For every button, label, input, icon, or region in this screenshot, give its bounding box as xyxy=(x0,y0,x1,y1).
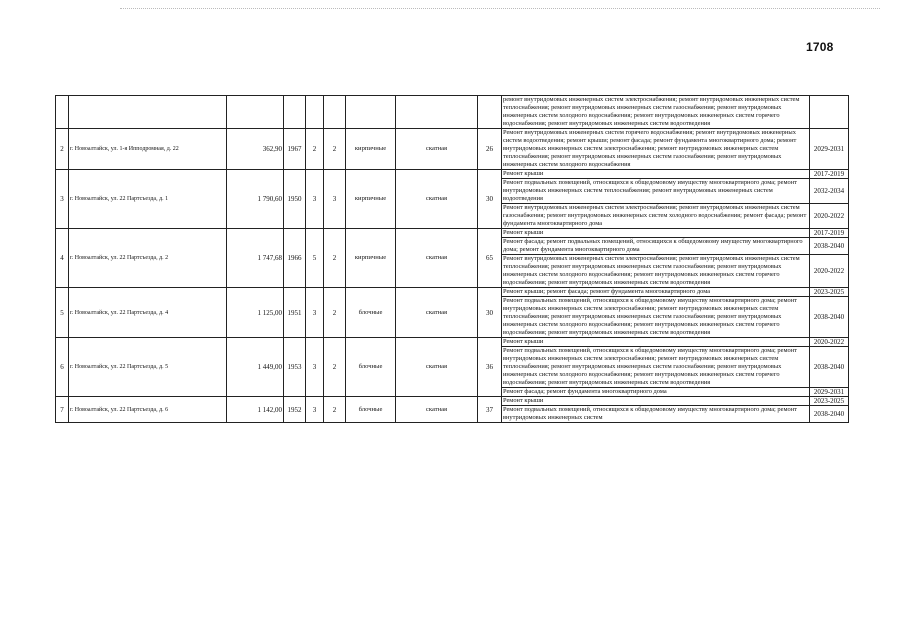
entrances-cell: 2 xyxy=(324,397,346,423)
address-cell: г. Новоалтайск, ул. 22 Партсъезда, д. 5 xyxy=(69,338,227,397)
address-cell: г. Новоалтайск, ул. 22 Партсъезда, д. 2 xyxy=(69,229,227,288)
walls-material-cell: кирпичные xyxy=(346,170,396,229)
walls-material-cell: кирпичные xyxy=(346,229,396,288)
work-period-cell: 2020-2022 xyxy=(810,204,849,229)
row-number-cell: 3 xyxy=(56,170,69,229)
roof-type-cell: скатная xyxy=(396,170,478,229)
year-cell: 1950 xyxy=(284,170,306,229)
apartments-cell: 26 xyxy=(478,129,502,170)
entrances-cell: 2 xyxy=(324,288,346,338)
area-cell xyxy=(227,96,284,129)
entrances-cell xyxy=(324,96,346,129)
work-description-cell: Ремонт внутридомовых инженерных систем горячего водоснабжения; ремонт внутридомовых инженерных систем водоотведения; ремонт крыши; ремонт фасада; ремонт фундамента многоквартирного дома; ремонт внутридомовых инженерных систем электроснабжения; ремонт внутридомовых инженерных систем теплоснабжения; ремонт внутридомовых инженерных систем газоснабжения; ремонт внутридомовых инженерных систем холодного водоснабжения xyxy=(502,129,810,170)
work-period-cell: 2038-2040 xyxy=(810,406,849,423)
roof-type-cell: скатная xyxy=(396,129,478,170)
capital-repair-table xyxy=(55,95,849,423)
work-description-cell: Ремонт подвальных помещений, относящихся к общедомовому имуществу многоквартирного дома; ремонт внутридомовых инженерных систем теплоснабжения; ремонт внутридомовых инженерных систем водоотведения xyxy=(502,179,810,204)
row-number-cell: 2 xyxy=(56,129,69,170)
work-description-cell: Ремонт крыши xyxy=(502,338,810,347)
address-cell xyxy=(69,96,227,129)
work-description-cell: Ремонт крыши xyxy=(502,229,810,238)
work-description-cell: Ремонт внутридомовых инженерных систем электроснабжения; ремонт внутридомовых инженерных систем газоснабжения; ремонт внутридомовых инженерных систем холодного водоснабжения; ремонт фасада; ремонт фундамента многоквартирного дома xyxy=(502,204,810,229)
scan-artifact-line xyxy=(120,8,880,10)
year-cell: 1951 xyxy=(284,288,306,338)
work-period-cell: 2017-2019 xyxy=(810,229,849,238)
entrances-cell: 3 xyxy=(324,170,346,229)
apartments-cell: 65 xyxy=(478,229,502,288)
table-row xyxy=(56,129,849,170)
floors-cell xyxy=(306,96,324,129)
work-description-cell: Ремонт крыши xyxy=(502,170,810,179)
apartments-cell: 36 xyxy=(478,338,502,397)
work-description-cell: Ремонт фасада; ремонт фундамента многоквартирного дома xyxy=(502,388,810,397)
work-description-cell: ремонт внутридомовых инженерных систем электроснабжения; ремонт внутридомовых инженерных систем теплоснабжения; ремонт внутридомовых инженерных систем газоснабжения; ремонт внутридомовых инженерных систем холодного водоснабжения; ремонт внутридомовых инженерных систем горячего водоснабжения; ремонт внутридомовых инженерных систем водоотведения xyxy=(502,96,810,129)
work-period-cell: 2023-2025 xyxy=(810,288,849,297)
area-cell: 1 449,00 xyxy=(227,338,284,397)
row-number-cell: 5 xyxy=(56,288,69,338)
entrances-cell: 2 xyxy=(324,229,346,288)
walls-material-cell: блочные xyxy=(346,397,396,423)
address-cell: г. Новоалтайск, ул. 1-я Ипподромная, д. 22 xyxy=(69,129,227,170)
apartments-cell: 37 xyxy=(478,397,502,423)
floors-cell: 3 xyxy=(306,338,324,397)
work-period-cell xyxy=(810,96,849,129)
work-period-cell: 2038-2040 xyxy=(810,297,849,338)
work-description-cell: Ремонт фасада; ремонт подвальных помещений, относящихся к общедомовому имуществу многоквартирного дома; ремонт фундамента многоквартирного дома xyxy=(502,238,810,255)
walls-material-cell: блочные xyxy=(346,338,396,397)
work-period-cell: 2023-2025 xyxy=(810,397,849,406)
address-cell: г. Новоалтайск, ул. 22 Партсъезда, д. 6 xyxy=(69,397,227,423)
roof-type-cell: скатная xyxy=(396,397,478,423)
roof-type-cell: скатная xyxy=(396,338,478,397)
apartments-cell: 30 xyxy=(478,288,502,338)
work-period-cell: 2038-2040 xyxy=(810,347,849,388)
apartments-cell: 30 xyxy=(478,170,502,229)
year-cell: 1953 xyxy=(284,338,306,397)
address-cell: г. Новоалтайск, ул. 22 Партсъезда, д. 4 xyxy=(69,288,227,338)
floors-cell: 3 xyxy=(306,397,324,423)
work-description-cell: Ремонт внутридомовых инженерных систем электроснабжения; ремонт внутридомовых инженерных систем теплоснабжения; ремонт внутридомовых инженерных систем газоснабжения; ремонт внутридомовых инженерных систем холодного водоснабжения; ремонт внутридомовых инженерных систем горячего водоснабжения; ремонт внутридомовых инженерных систем водоотведения xyxy=(502,255,810,288)
work-period-cell: 2020-2022 xyxy=(810,255,849,288)
row-number-cell: 6 xyxy=(56,338,69,397)
roof-type-cell xyxy=(396,96,478,129)
work-description-cell: Ремонт подвальных помещений, относящихся к общедомовому имуществу многоквартирного дома; ремонт внутридомовых инженерных систем xyxy=(502,406,810,423)
area-cell: 1 125,00 xyxy=(227,288,284,338)
area-cell: 1 790,60 xyxy=(227,170,284,229)
roof-type-cell: скатная xyxy=(396,288,478,338)
work-period-cell: 2029-2031 xyxy=(810,129,849,170)
roof-type-cell: скатная xyxy=(396,229,478,288)
walls-material-cell: блочные xyxy=(346,288,396,338)
work-period-cell: 2029-2031 xyxy=(810,388,849,397)
work-period-cell: 2020-2022 xyxy=(810,338,849,347)
table-row xyxy=(56,288,849,297)
floors-cell: 2 xyxy=(306,129,324,170)
floors-cell: 3 xyxy=(306,288,324,338)
table-row xyxy=(56,397,849,406)
table-row xyxy=(56,338,849,347)
row-number-cell xyxy=(56,96,69,129)
work-description-cell: Ремонт подвальных помещений, относящихся к общедомовому имуществу многоквартирного дома; ремонт внутридомовых инженерных систем электроснабжения; ремонт внутридомовых инженерных систем теплоснабжения; ремонт внутридомовых инженерных систем газоснабжения; ремонт внутридомовых инженерных систем холодного водоснабжения; ремонт внутридомовых инженерных систем горячего водоснабжения; ремонт внутридомовых инженерных систем водоотведения xyxy=(502,297,810,338)
table-row xyxy=(56,96,849,129)
entrances-cell: 2 xyxy=(324,338,346,397)
address-cell: г. Новоалтайск, ул. 22 Партсъезда, д. 1 xyxy=(69,170,227,229)
apartments-cell xyxy=(478,96,502,129)
year-cell: 1952 xyxy=(284,397,306,423)
work-period-cell: 2032-2034 xyxy=(810,179,849,204)
year-cell: 1966 xyxy=(284,229,306,288)
floors-cell: 5 xyxy=(306,229,324,288)
year-cell xyxy=(284,96,306,129)
area-cell: 1 747,68 xyxy=(227,229,284,288)
work-period-cell: 2038-2040 xyxy=(810,238,849,255)
year-cell: 1967 xyxy=(284,129,306,170)
area-cell: 362,90 xyxy=(227,129,284,170)
walls-material-cell xyxy=(346,96,396,129)
row-number-cell: 4 xyxy=(56,229,69,288)
table-row xyxy=(56,170,849,179)
area-cell: 1 142,00 xyxy=(227,397,284,423)
work-description-cell: Ремонт крыши xyxy=(502,397,810,406)
page-number: 1708 xyxy=(806,40,834,54)
work-description-cell: Ремонт крыши; ремонт фасада; ремонт фундамента многоквартирного дома xyxy=(502,288,810,297)
table-row xyxy=(56,229,849,238)
row-number-cell: 7 xyxy=(56,397,69,423)
work-description-cell: Ремонт подвальных помещений, относящихся к общедомовому имуществу многоквартирного дома; ремонт внутридомовых инженерных систем электроснабжения; ремонт внутридомовых инженерных систем теплоснабжения; ремонт внутридомовых инженерных систем газоснабжения; ремонт внутридомовых инженерных систем холодного водоснабжения; ремонт внутридомовых инженерных систем горячего водоснабжения; ремонт внутридомовых инженерных систем водоотведения xyxy=(502,347,810,388)
walls-material-cell: кирпичные xyxy=(346,129,396,170)
work-period-cell: 2017-2019 xyxy=(810,170,849,179)
entrances-cell: 2 xyxy=(324,129,346,170)
floors-cell: 3 xyxy=(306,170,324,229)
